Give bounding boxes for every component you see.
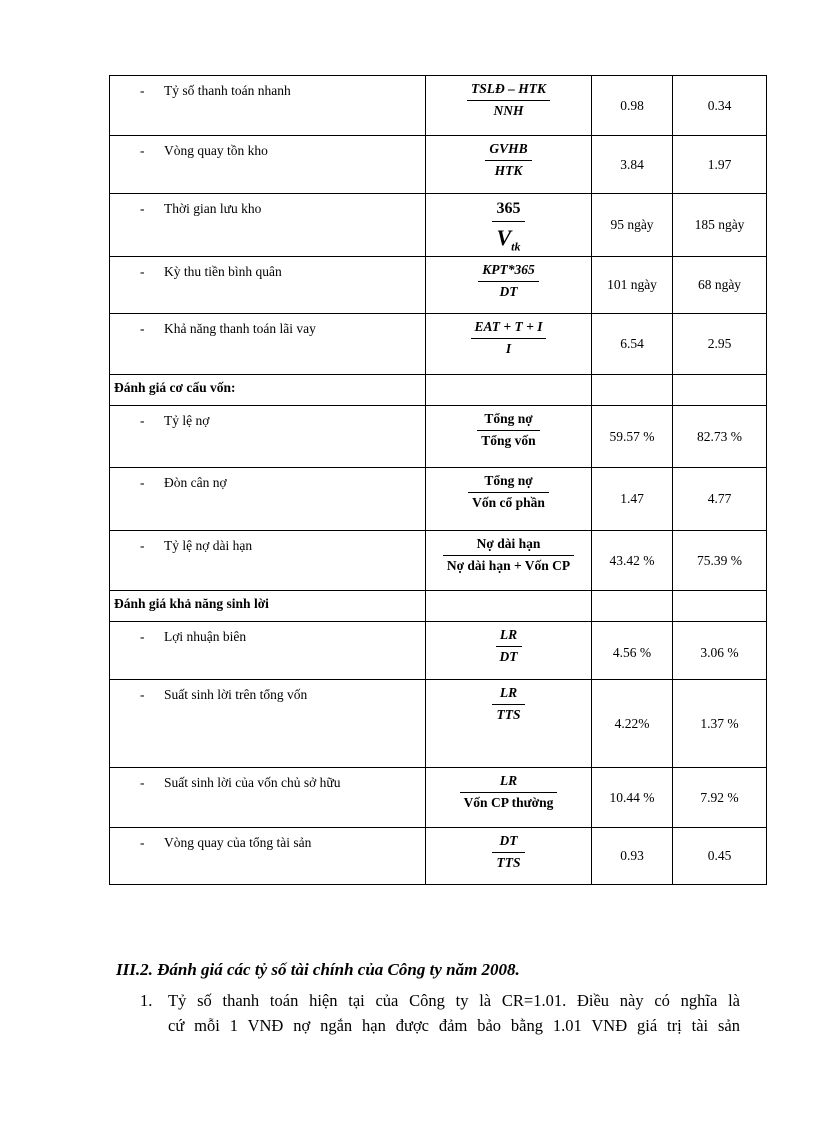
value-col1: 1.47 xyxy=(592,468,673,531)
table-row xyxy=(110,257,767,314)
value-col1: 59.57 % xyxy=(592,406,673,468)
value-col1: 43.42 % xyxy=(592,531,673,591)
value-col1: 101 ngày xyxy=(592,257,673,314)
table-row xyxy=(110,622,767,680)
ratio-formula: $\frac{\text{Tổng nợ}}{\text{Vốn cổ phần}}$ xyxy=(426,468,592,531)
table-row xyxy=(110,136,767,194)
value-col1: 4.22% xyxy=(592,680,673,768)
value-col1: 0.98 xyxy=(592,76,673,136)
value-col1: 4.56 % xyxy=(592,622,673,680)
ratio-name: - Vòng quay tồn kho xyxy=(110,136,426,194)
ratio-formula: $\frac{\text{TSLĐ – HTK}}{\text{NNH}}$ xyxy=(426,76,592,136)
value-col1: 6.54 xyxy=(592,314,673,375)
ratio-formula: $\frac{LR}{\text{TTS}}$ xyxy=(426,680,592,768)
table-row xyxy=(110,680,767,768)
value-col2: 1.97 xyxy=(673,136,767,194)
section-title-profitability: Đánh giá khả năng sinh lời xyxy=(110,591,426,622)
table-row xyxy=(110,531,767,591)
section-title-capital-structure: Đánh giá cơ cấu vốn: xyxy=(110,375,426,406)
value-col2: 82.73 % xyxy=(673,406,767,468)
value-col2: 1.37 % xyxy=(673,680,767,768)
section-heading: III.2. Đánh giá các tỷ số tài chính của Công ty năm 2008. xyxy=(116,960,520,979)
ratio-name: - Lợi nhuận biên xyxy=(110,622,426,680)
value-col2: 185 ngày xyxy=(673,194,767,257)
table-row xyxy=(110,768,767,828)
value-col2: 0.45 xyxy=(673,828,767,885)
ratio-formula: $\frac{DT}{\text{TTS}}$ xyxy=(426,828,592,885)
ratio-name: - Khả năng thanh toán lãi vay xyxy=(110,314,426,375)
ratio-name: - Vòng quay của tổng tài sản xyxy=(110,828,426,885)
section-row xyxy=(110,375,767,406)
ratio-name: - Tỷ lệ nợ xyxy=(110,406,426,468)
ratio-formula: $\frac{\text{EAT + T + I}}{I}$ xyxy=(426,314,592,375)
value-col1: 0.93 xyxy=(592,828,673,885)
table-row xyxy=(110,194,767,257)
value-col1: 3.84 xyxy=(592,136,673,194)
value-col2: 68 ngày xyxy=(673,257,767,314)
ratio-name: - Đòn cân nợ xyxy=(110,468,426,531)
value-col1: 10.44 % xyxy=(592,768,673,828)
table-row xyxy=(110,76,767,136)
table-row xyxy=(110,314,767,375)
ratio-formula: $\frac{LR}{DT}$ xyxy=(426,622,592,680)
financial-ratios-table xyxy=(109,75,767,885)
value-col2: 0.34 xyxy=(673,76,767,136)
ratio-formula: $\frac{365}{V_{tk}}$ xyxy=(426,194,592,257)
ratio-name: - Suất sinh lời của vốn chủ sở hữu xyxy=(110,768,426,828)
table-row xyxy=(110,406,767,468)
value-col2: 4.77 xyxy=(673,468,767,531)
ratio-formula: $\frac{\text{GVHB}}{\text{HTK}}$ xyxy=(426,136,592,194)
ratio-name: - Tỷ lệ nợ dài hạn xyxy=(110,531,426,591)
ratio-formula: $\frac{\text{Nợ dài hạn}}{\text{Nợ dài hạn + Vốn CP}}$ xyxy=(426,531,592,591)
paragraph-line-1: Tỷ số thanh toán hiện tại của Công ty là CR=1.01. Điều này có nghĩa là xyxy=(168,991,740,1010)
table-row xyxy=(110,468,767,531)
value-col2: 75.39 % xyxy=(673,531,767,591)
value-col2: 3.06 % xyxy=(673,622,767,680)
ratio-formula: $\frac{LR}{\text{Vốn CP thường}}$ xyxy=(426,768,592,828)
paragraph-line-2: cứ mỗi 1 VNĐ nợ ngắn hạn được đảm bảo bằng 1.01 VNĐ giá trị tài sản xyxy=(168,1016,740,1035)
ratio-name: - Tỷ số thanh toán nhanh xyxy=(110,76,426,136)
list-number: 1. xyxy=(140,991,153,1010)
ratio-name: - Kỳ thu tiền bình quân xyxy=(110,257,426,314)
ratio-name: - Thời gian lưu kho xyxy=(110,194,426,257)
ratio-name: - Suất sinh lời trên tổng vốn xyxy=(110,680,426,768)
table-row xyxy=(110,828,767,885)
value-col1: 95 ngày xyxy=(592,194,673,257)
section-row xyxy=(110,591,767,622)
ratio-formula: $\frac{\text{Tổng nợ}}{\text{Tổng vốn}}$ xyxy=(426,406,592,468)
value-col2: 7.92 % xyxy=(673,768,767,828)
ratio-formula: $\frac{\text{KPT*365}}{DT}$ xyxy=(426,257,592,314)
value-col2: 2.95 xyxy=(673,314,767,375)
list-item xyxy=(140,988,740,1038)
